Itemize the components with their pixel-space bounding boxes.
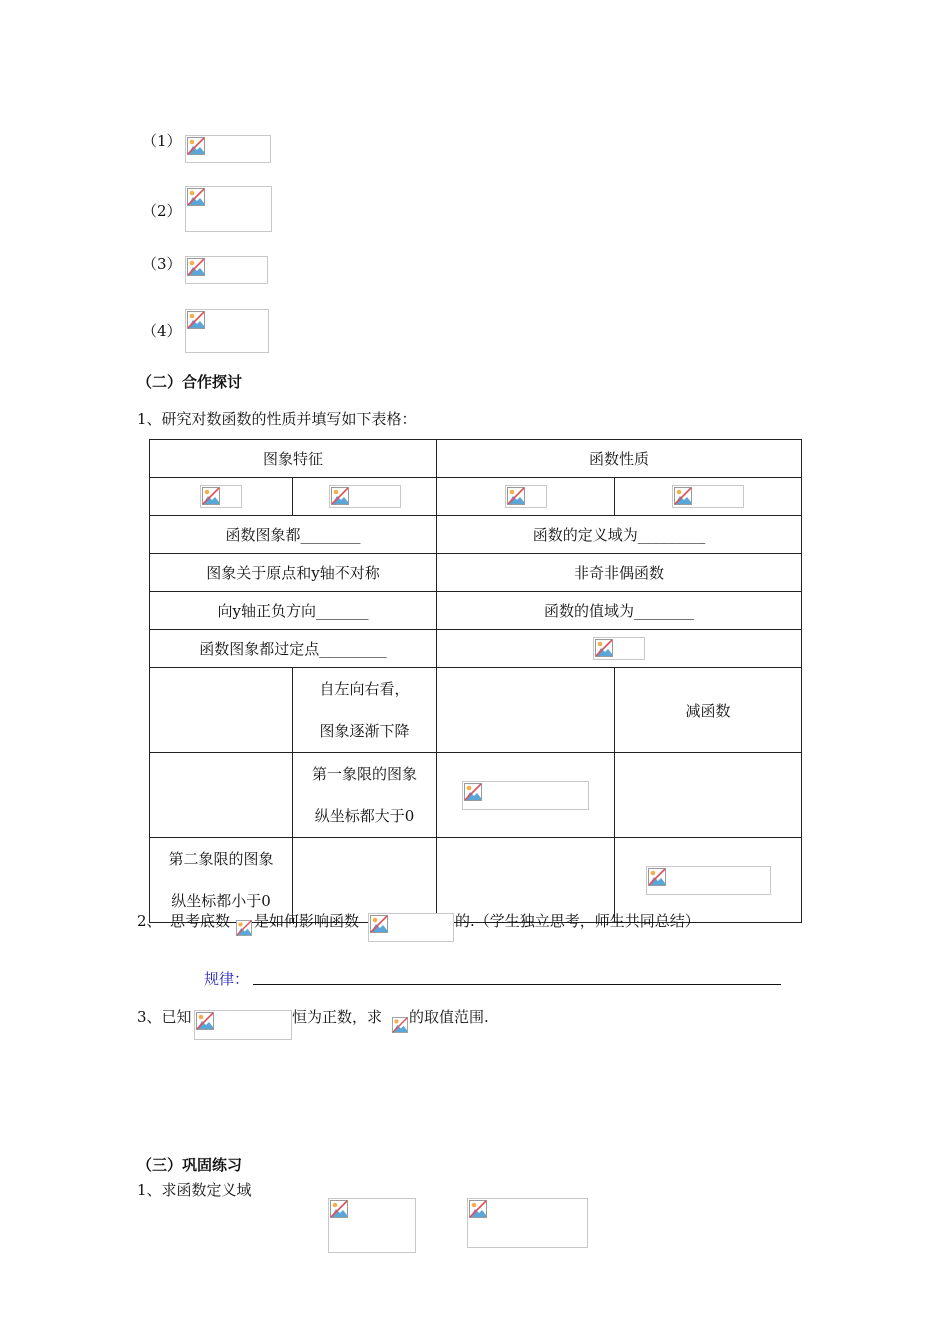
broken-image-icon xyxy=(236,920,252,936)
table-cell xyxy=(615,753,802,838)
formula-image xyxy=(462,781,589,810)
table-cell xyxy=(437,630,802,668)
item-4-label: （4） xyxy=(142,322,182,340)
table-cell xyxy=(437,478,615,516)
formula-image-2 xyxy=(185,186,272,232)
table-cell-range: 函数的值域为________ xyxy=(437,592,802,630)
table-cell-symmetry: 图象关于原点和y轴不对称 xyxy=(150,554,437,592)
broken-image-icon xyxy=(330,1200,348,1218)
table-cell-first-quadrant xyxy=(293,753,437,838)
broken-image-icon xyxy=(648,868,666,886)
table-cell-fixed-point: 函数图象都过定点_________ xyxy=(150,630,437,668)
table-cell xyxy=(150,478,293,516)
table-cell-parity: 非奇非偶函数 xyxy=(437,554,802,592)
cell-line: 第二象限的图象 xyxy=(168,850,274,868)
cell-line: 第一象限的图象 xyxy=(311,765,417,783)
broken-image-icon xyxy=(464,783,482,801)
formula-image-1 xyxy=(185,135,271,163)
broken-image-icon xyxy=(507,487,525,505)
cell-line: 图象逐渐下降 xyxy=(319,722,410,740)
question-3-text-a: 3、已知 xyxy=(137,1008,192,1026)
table-cell xyxy=(150,753,293,838)
exercise-1-text: 1、求函数定义域 xyxy=(137,1181,252,1199)
table-cell-extension: 向y轴正负方向_______ xyxy=(150,592,437,630)
section-3-title: （三）巩固练习 xyxy=(137,1156,243,1174)
table-cell xyxy=(437,753,615,838)
formula-image xyxy=(194,1010,292,1040)
broken-image-icon xyxy=(674,487,692,505)
broken-image-icon xyxy=(187,188,205,206)
question-2-text-c: 的.（学生独立思考，师生共同总结） xyxy=(455,912,700,930)
question-1-text: 1、研究对数函数的性质并填写如下表格： xyxy=(137,410,417,428)
question-3-text-b: 恒为正数，求 xyxy=(292,1008,383,1026)
item-3-label: （3） xyxy=(142,255,182,273)
rule-answer-line xyxy=(253,984,781,985)
table-cell xyxy=(293,478,437,516)
cell-line: 自左向右看， xyxy=(319,680,410,698)
formula-image xyxy=(368,913,454,942)
broken-image-icon xyxy=(196,1012,214,1030)
table-header-properties: 函数性质 xyxy=(437,440,802,478)
formula-image xyxy=(200,485,242,508)
cell-line: 纵坐标都小于0 xyxy=(171,892,271,910)
formula-image xyxy=(593,637,645,660)
broken-image-icon xyxy=(187,137,205,155)
table-cell-graph-position: 函数图象都________ xyxy=(150,516,437,554)
table-header-features: 图象特征 xyxy=(150,440,437,478)
item-1-label: （1） xyxy=(142,132,182,150)
rule-label: 规律： xyxy=(204,970,250,988)
broken-image-icon xyxy=(392,1017,408,1033)
broken-image-icon xyxy=(595,639,613,657)
broken-image-icon xyxy=(370,915,388,933)
item-2-label: （2） xyxy=(142,202,182,220)
question-3-text-c: 的取值范围. xyxy=(409,1008,489,1026)
formula-image xyxy=(328,1198,416,1253)
table-cell xyxy=(615,478,802,516)
table-cell-domain: 函数的定义域为_________ xyxy=(437,516,802,554)
cell-line: 纵坐标都大于0 xyxy=(314,807,415,825)
table-cell xyxy=(150,668,293,753)
formula-image xyxy=(329,485,401,508)
broken-image-icon xyxy=(187,258,205,276)
section-2-title: （二）合作探讨 xyxy=(137,373,243,391)
property-table xyxy=(149,439,802,923)
broken-image-icon xyxy=(187,311,205,329)
question-2-text-a: 思考底数 xyxy=(170,912,231,930)
table-cell-decreasing: 减函数 xyxy=(615,668,802,753)
formula-image-4 xyxy=(185,309,269,353)
formula-image-3 xyxy=(185,256,268,284)
broken-image-icon xyxy=(469,1200,487,1218)
formula-image xyxy=(672,485,744,508)
question-2-number: 2、 xyxy=(137,912,162,930)
formula-image xyxy=(646,866,771,895)
broken-image-icon xyxy=(331,487,349,505)
question-2-text-b: 是如何影响函数 xyxy=(254,912,360,930)
formula-image xyxy=(505,485,547,508)
table-cell xyxy=(437,668,615,753)
broken-image-icon xyxy=(202,487,220,505)
table-cell-decreasing-graph xyxy=(293,668,437,753)
formula-image xyxy=(467,1198,588,1248)
